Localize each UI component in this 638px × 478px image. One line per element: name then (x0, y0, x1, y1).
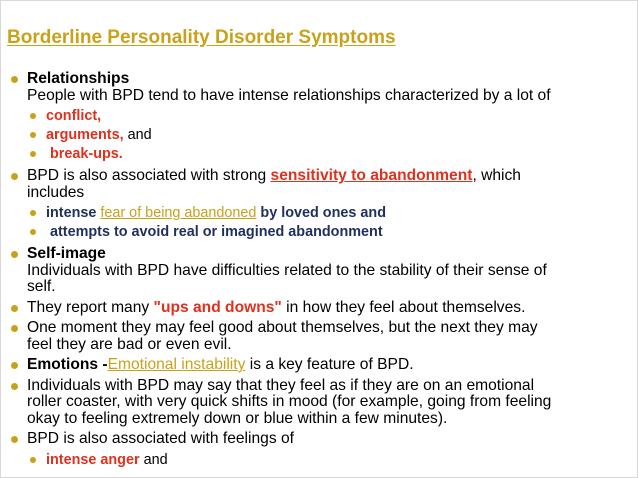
bullet-abandonment (1, 168, 633, 201)
sub-bullet-conflict (1, 108, 633, 125)
sub-bullet-anger (1, 452, 633, 469)
bullet-dot-icon (30, 229, 36, 235)
moment-line1: One moment they may feel good about themselves, but the next they may (27, 319, 538, 336)
attempts-text: attempts to avoid real or imagined abandonment (50, 224, 383, 240)
ups-pre: They report many (27, 298, 154, 316)
bullet-relationships (1, 71, 633, 104)
fear-link[interactable]: fear of being abandoned (100, 205, 257, 221)
self-image-heading: Self-image (27, 245, 106, 262)
emotions-heading: Emotions - (27, 356, 108, 373)
bullet-dot-icon (11, 173, 18, 180)
sub-bullet-fear (1, 205, 633, 222)
coaster-line1: Individuals with BPD may say that they feel as if they are on an emotional (27, 376, 535, 394)
abandonment-text-after: , which (472, 167, 521, 184)
bullet-list (1, 71, 633, 471)
bullet-dot-icon (11, 325, 18, 332)
anger-text: intense anger (46, 451, 140, 468)
bullet-dot-icon (30, 151, 36, 157)
sub-bullet-arguments (1, 127, 633, 144)
bullet-moment (1, 320, 633, 353)
bullet-dot-icon (30, 132, 36, 138)
self-image-line1: Individuals with BPD have difficulties related to the stability of their sense of (27, 261, 547, 279)
bullet-emotions (1, 357, 633, 374)
bullet-self-image (1, 246, 633, 296)
abandonment-line2: includes (27, 183, 85, 201)
abandonment-line1 (27, 168, 633, 185)
bullet-dot-icon (30, 457, 36, 463)
sub-bullet-breakups (1, 146, 633, 163)
bullet-roller-coaster (1, 378, 633, 428)
coaster-line2: roller coaster, with very quick shifts in mood (for example, going from feeling (27, 393, 552, 410)
breakups-text: break-ups. (50, 146, 123, 162)
bullet-dot-icon (11, 383, 18, 390)
bullet-dot-icon (11, 76, 18, 83)
and-text: and (123, 127, 152, 143)
bullet-dot-icon (11, 251, 18, 258)
relationships-heading: Relationships (27, 70, 130, 87)
bullet-dot-icon (30, 113, 36, 119)
ups-post: in how they feel about themselves. (281, 298, 526, 316)
fear-pre: intense (46, 205, 101, 221)
bullet-dot-icon (30, 210, 36, 216)
conflict-text: conflict, (46, 108, 102, 124)
arguments-text: arguments, (46, 127, 124, 143)
slide-title: Borderline Personality Disorder Symptoms (7, 27, 396, 48)
ups-highlight: "ups and downs" (153, 298, 282, 316)
emotional-instability-link[interactable]: Emotional instability (107, 356, 246, 373)
anger-post: and (139, 451, 168, 468)
sub-bullet-attempts (1, 224, 633, 241)
relationships-text: People with BPD tend to have intense relationships characterized by a lot of (27, 86, 551, 104)
bullet-dot-icon (11, 362, 18, 369)
bullet-dot-icon (11, 436, 18, 443)
abandonment-text-before: BPD is also associated with strong (27, 167, 271, 184)
abandonment-highlight: sensitivity to abandonment (270, 167, 473, 184)
bullet-feelings (1, 431, 633, 448)
fear-post: by loved ones and (256, 205, 386, 221)
emotions-post: is a key feature of BPD. (245, 356, 414, 373)
moment-line2: feel they are bad or even evil. (27, 335, 232, 353)
feelings-text: BPD is also associated with feelings of (27, 430, 294, 447)
bullet-ups-downs (1, 300, 633, 317)
coaster-line3: okay to feeling extremely down or blue within a few minutes). (27, 409, 448, 427)
self-image-line2: self. (27, 278, 56, 295)
bullet-dot-icon (11, 305, 18, 312)
